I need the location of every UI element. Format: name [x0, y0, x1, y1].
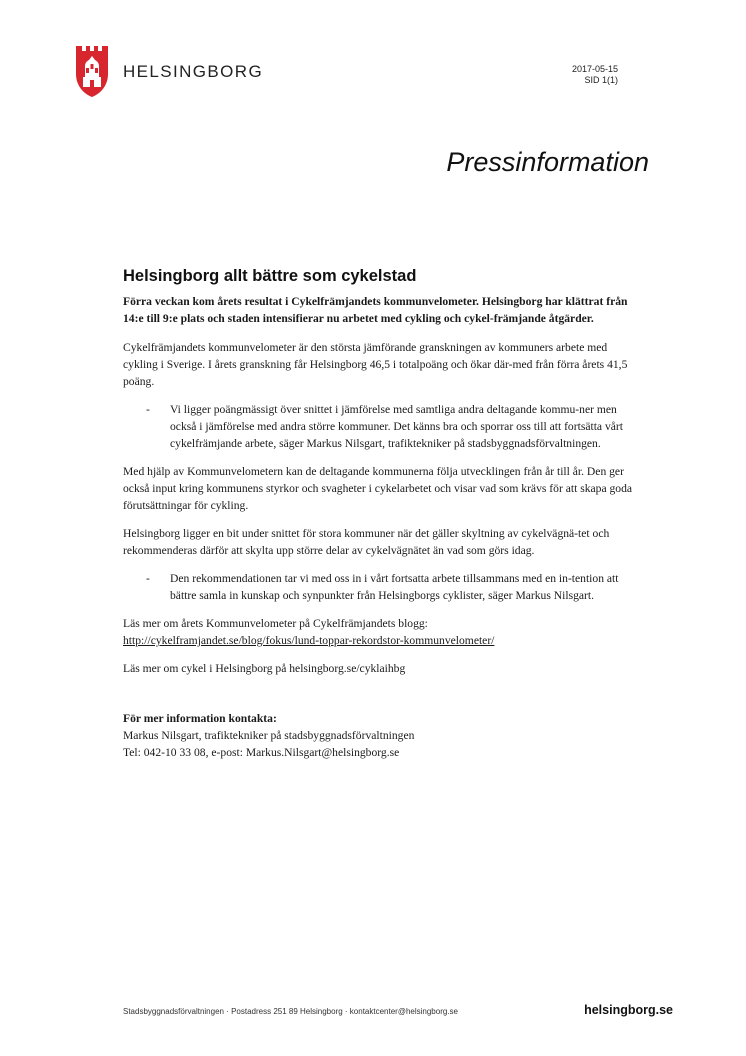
article-body [123, 267, 643, 761]
quote-block-1 [146, 401, 643, 452]
quote-text-2: Den rekommendationen tar vi med oss in i vårt fortsatta arbete tillsammans med en in-tention att bättre samla in kunskap och synpunkter från Helsingborgs cyklister, säger Markus Nilsgart. [170, 572, 619, 602]
document-type-title: Pressinformation [446, 147, 649, 177]
contact-person: Markus Nilsgart, trafiktekniker på stadsbyggnadsförvaltningen [123, 729, 415, 742]
article-headline: Helsingborg allt bättre som cykelstad [123, 267, 417, 285]
quote-dash: - [146, 572, 150, 585]
page-number: SID 1(1) [584, 75, 618, 85]
contact-heading: För mer information kontakta: [123, 712, 277, 725]
blog-reference [123, 615, 643, 649]
footer-address: Stadsbyggnadsförvaltningen · Postadress 251 89 Helsingborg · kontaktcenter@helsingborg.se [123, 1007, 458, 1016]
quote-block-2 [146, 570, 643, 604]
document-meta [572, 64, 618, 86]
contact-section [123, 710, 643, 761]
article-paragraph-1: Cykelfrämjandets kommunvelometer är den största jämförande granskningen av kommuners arbete med cykling i Sverige. I årets granskning får Helsingborg 46,5 i totalpoäng och ökar där-med från förra årets 41,5 poäng. [123, 341, 628, 388]
blog-reference-text: Läs mer om årets Kommunvelometer på Cykelfrämjandets blogg: [123, 617, 428, 630]
quote-dash: - [146, 403, 150, 416]
contact-details: Tel: 042-10 33 08, e-post: Markus.Nilsgart@helsingborg.se [123, 746, 400, 759]
blog-link[interactable]: http://cykelframjandet.se/blog/fokus/lund-toppar-rekordstor-kommunvelometer/ [123, 634, 495, 647]
document-date: 2017-05-15 [571, 64, 618, 74]
article-paragraph-2: Med hjälp av Kommunvelometern kan de deltagande kommunerna följa utvecklingen från år till år. Den ger också input kring kommunens styrkor och svagheter i cykelarbetet och visar vad som krävs för att skapa goda förutsättningar för cykling. [123, 465, 633, 512]
article-lead: Förra veckan kom årets resultat i Cykelfrämjandets kommunvelometer. Helsingborg har klättrat från 14:e till 9:e plats och staden intensifierar nu arbetet med cykling och cykel-främjande åtgärder. [123, 295, 628, 325]
org-name: HELSINGBORG [123, 62, 264, 81]
article-paragraph-3: Helsingborg ligger en bit under snittet för stora kommuner när det gäller skyltning av cykelvägnä-tet och rekommenderas därför att skylta upp större delar av cykelvägnätet än vad som görs idag. [123, 527, 610, 557]
quote-text-1: Vi ligger poängmässigt över snittet i jämförelse med samtliga andra deltagande kommu-ner men också i jämförelse med andra större kommuner. Det känns bra och sporrar oss till att fortsätta vårt cykelfrämjande arbete, säger Markus Nilsgart, trafiktekniker på stadsbyggnadsförvaltningen. [170, 403, 623, 450]
more-info-text: Läs mer om cykel i Helsingborg på helsingborg.se/cyklaihbg [123, 662, 406, 675]
city-crest-logo-icon [74, 44, 110, 98]
footer-website: helsingborg.se [584, 1003, 673, 1017]
